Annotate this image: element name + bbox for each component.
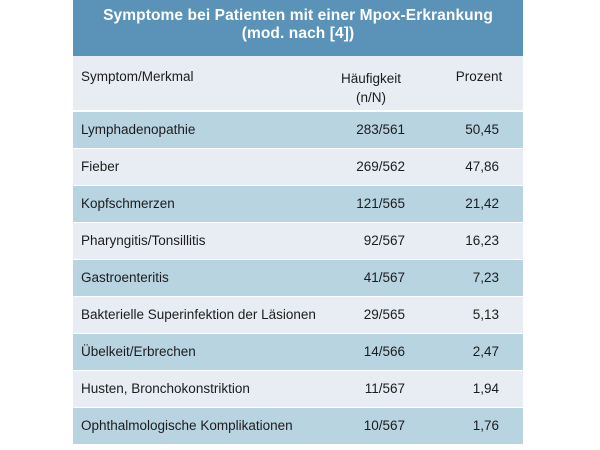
cell-symptom: Lymphadenopathie xyxy=(81,122,196,137)
cell-frequency: 29/565 xyxy=(363,307,405,322)
cell-symptom: Ophthalmologische Komplikationen xyxy=(81,418,293,433)
cell-symptom: Gastroenteritis xyxy=(81,270,169,285)
cell-symptom: Bakterielle Superinfektion der Läsionen xyxy=(81,307,316,322)
table-row xyxy=(73,371,523,408)
table-body xyxy=(73,112,523,445)
cell-frequency: 121/565 xyxy=(356,196,405,211)
cell-percent: 1,94 xyxy=(472,381,499,396)
header-percent: Prozent xyxy=(455,69,503,84)
cell-frequency: 11/567 xyxy=(364,381,405,396)
cell-symptom: Kopfschmerzen xyxy=(81,196,175,211)
cell-frequency: 269/562 xyxy=(356,159,405,174)
table-title-line-2: (mod. nach [4]) xyxy=(241,25,355,42)
cell-symptom: Übelkeit/Erbrechen xyxy=(81,344,196,359)
cell-percent: 2,47 xyxy=(472,344,499,359)
header-frequency xyxy=(321,69,421,107)
table-row xyxy=(73,334,523,371)
header-frequency-line-1: Häufigkeit xyxy=(340,71,402,86)
cell-frequency: 92/567 xyxy=(363,233,405,248)
cell-percent: 5,13 xyxy=(472,307,499,322)
table-row xyxy=(73,260,523,297)
cell-symptom: Pharyngitis/Tonsillitis xyxy=(81,233,206,248)
table-row xyxy=(73,223,523,260)
cell-percent: 21,42 xyxy=(465,196,499,211)
cell-frequency: 283/561 xyxy=(356,122,405,137)
table-row xyxy=(73,408,523,445)
table-row xyxy=(73,186,523,223)
header-frequency-line-2: (n/N) xyxy=(356,90,386,105)
cell-frequency: 14/566 xyxy=(363,344,405,359)
cell-percent: 16,23 xyxy=(465,233,499,248)
cell-symptom: Fieber xyxy=(81,159,120,174)
cell-percent: 50,45 xyxy=(465,122,499,137)
symptom-table xyxy=(73,0,523,446)
cell-frequency: 41/567 xyxy=(363,270,405,285)
cell-symptom: Husten, Bronchokonstriktion xyxy=(81,381,250,396)
cell-frequency: 10/567 xyxy=(363,418,405,433)
table-title xyxy=(73,0,523,56)
header-symptom: Symptom/Merkmal xyxy=(81,69,194,84)
table-row xyxy=(73,149,523,186)
table-title-line-1: Symptome bei Patienten mit einer Mpox-Erkrankung xyxy=(103,7,493,24)
cell-percent: 7,23 xyxy=(472,270,499,285)
table-row xyxy=(73,297,523,334)
table-header-row xyxy=(73,56,523,112)
cell-percent: 47,86 xyxy=(465,159,499,174)
cell-percent: 1,76 xyxy=(472,418,499,433)
table-row xyxy=(73,112,523,149)
